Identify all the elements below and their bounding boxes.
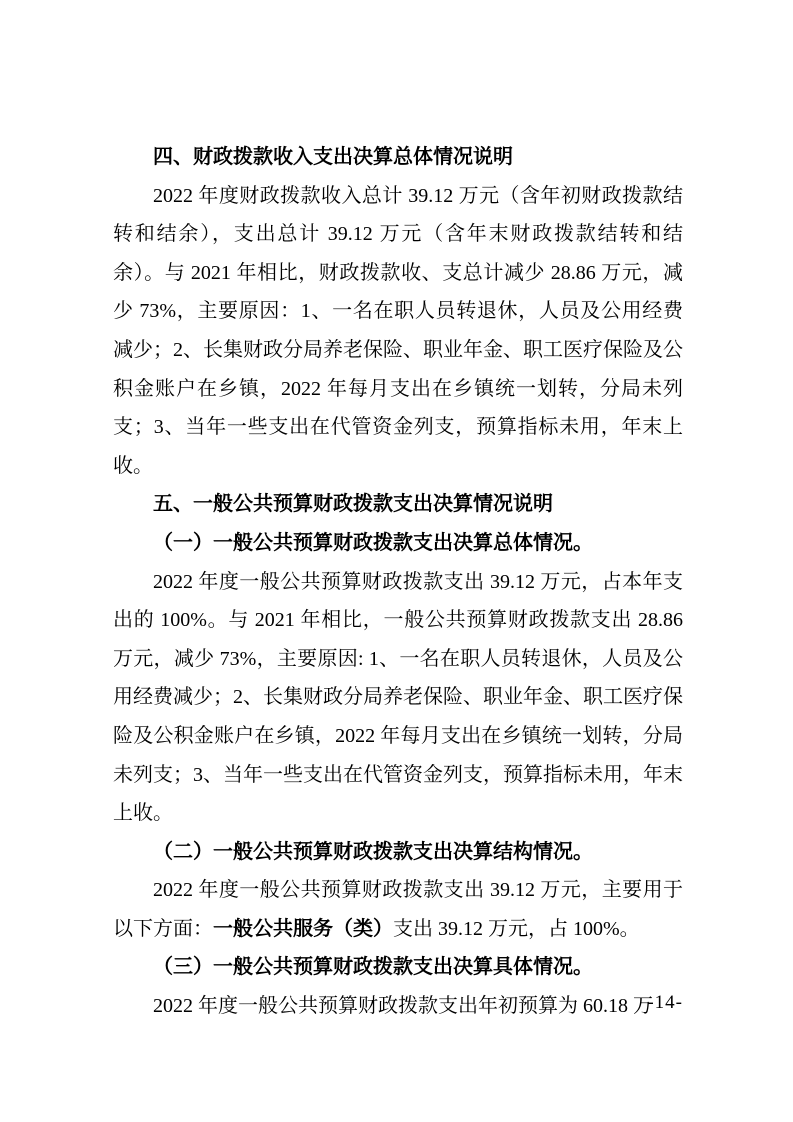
text-run-bold: （二）一般公共预算财政拨款支出决算结构情况。	[153, 840, 593, 863]
text-run: 2022 年度一般公共预算财政拨款支出 39.12 万元，占本年支出的 100%。与 2021 年相比，一般公共预算财政拨款支出 28.86 万元，减少 73%，主要原因: 1、一名在职人员转退休，人员及公用经费减少；2、长集财政分局养老保险、职业年金、职工医疗保险及公积金账户在乡镇，2022 年每月支出在乡镇统一划转，分局未列支；3、当年一些支出在代管资金列支，预算指标未用，年末上收。	[113, 570, 683, 825]
text-run-bold: 一般公共服务（类）	[213, 917, 393, 940]
text-run-bold: （一）一般公共预算财政拨款支出决算总体情况。	[153, 531, 593, 554]
text-run: 2022 年度一般公共预算财政拨款支出年初预算为 60.18 万	[153, 995, 653, 1018]
section-heading2	[113, 833, 683, 872]
paragraph	[113, 987, 683, 1026]
section-heading2	[113, 948, 683, 987]
text-run-bold: （三）一般公共预算财政拨款支出决算具体情况。	[153, 956, 593, 979]
section-heading1	[113, 138, 683, 177]
text-run-bold: 四、财政拨款收入支出决算总体情况说明	[153, 146, 513, 168]
page-number: -14-	[647, 992, 683, 1013]
paragraph	[113, 871, 683, 948]
text-run: 2022 年度财政拨款收入总计 39.12 万元（含年初财政拨款结转和结余），支出总计 39.12 万元（含年末财政拨款结转和结余）。与 2021 年相比，财政拨款收、支总计减少 28.86 万元，减少 73%，主要原因：1、一名在职人员转退休，人员及公用经费减少；2、长集财政分局养老保险、职业年金、职工医疗保险及公积金账户在乡镇，2022 年每月支出在乡镇统一划转，分局未列支；3、当年一些支出在代管资金列支，预算指标未用，年末上收。	[113, 184, 683, 477]
section-heading2	[113, 524, 683, 563]
paragraph	[113, 177, 683, 486]
text-run-bold: 五、一般公共预算财政拨款支出决算情况说明	[153, 493, 553, 516]
text-run: 支出 39.12 万元，占 100%。	[393, 917, 640, 940]
paragraph	[113, 563, 683, 833]
text-run: 2022 年度一般公共预算财政拨款支出 39.12 万元，主要用于以下方面：	[113, 879, 683, 940]
document-body	[113, 138, 683, 1026]
section-heading1	[113, 485, 683, 524]
